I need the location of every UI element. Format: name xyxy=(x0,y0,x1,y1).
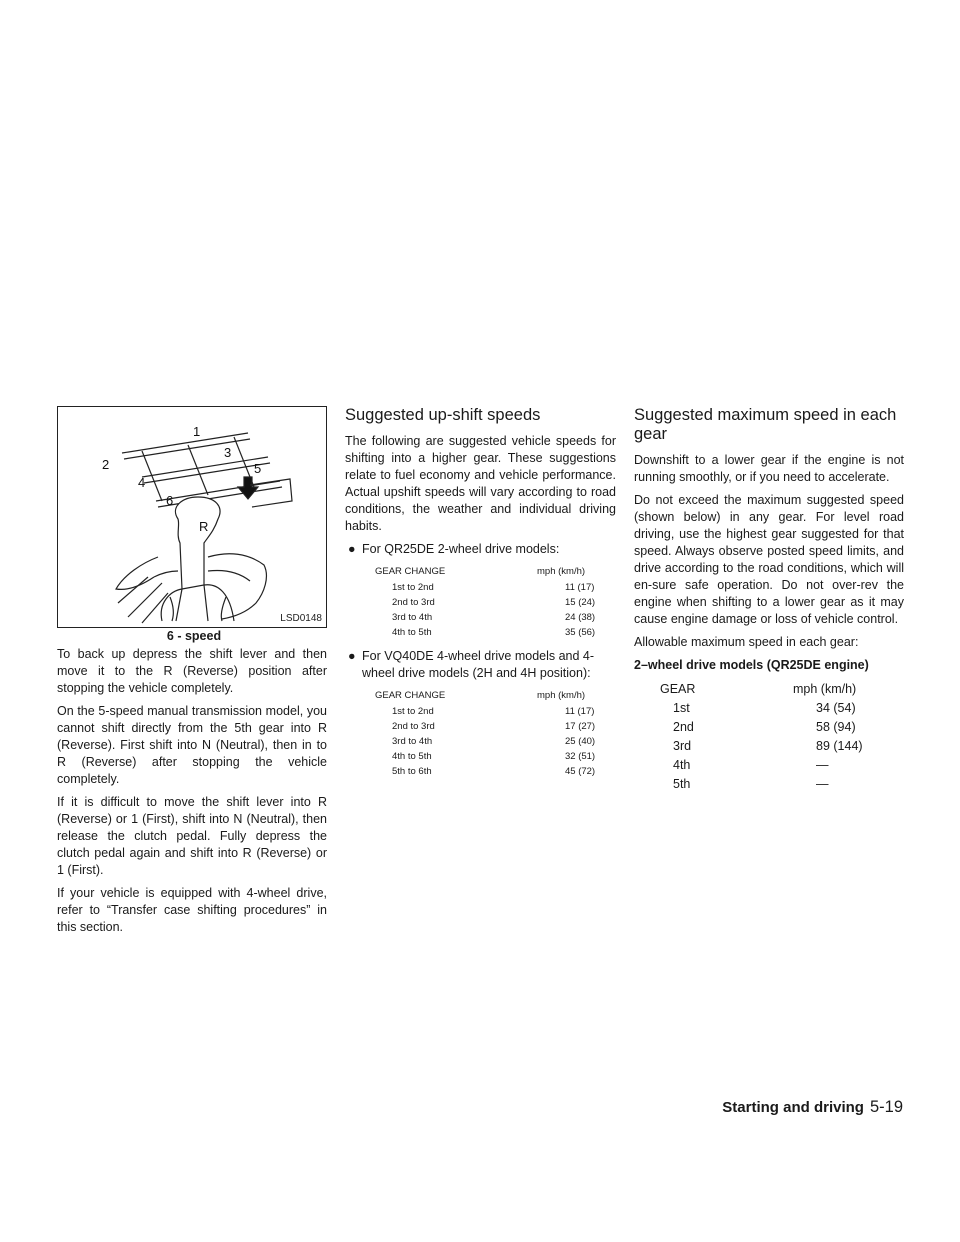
table-row xyxy=(375,610,595,625)
table-cell: — xyxy=(816,777,829,791)
table-row xyxy=(375,764,595,779)
table-cell: 4th to 5th xyxy=(392,751,432,762)
paragraph: On the 5-speed manual transmission model, you cannot shift directly from the 5th gear into R (Reverse). First shift into N (Neutral), then in to R (Reverse) after stopping the vehicle completely. xyxy=(57,704,327,786)
table-cell: 45 (72) xyxy=(565,766,596,777)
gear-label-1: 1 xyxy=(193,424,201,439)
hand-outline xyxy=(116,557,158,589)
table-cell: 89 (144) xyxy=(816,739,863,753)
table-row xyxy=(375,625,595,640)
figure-code: LSD0148 xyxy=(280,613,322,624)
maxspeed-heading: Suggested maximum speed in each gear xyxy=(634,406,897,443)
table-cell: 3rd to 4th xyxy=(392,736,433,747)
bullet-text: For VQ40DE 4-wheel drive models and 4-wheel drive models (2H and 4H position): xyxy=(362,649,595,680)
table-row xyxy=(660,756,863,775)
table-cell: 3rd to 4th xyxy=(392,612,433,623)
table-cell: 2nd to 3rd xyxy=(392,721,435,732)
maxspeed-table xyxy=(660,680,863,794)
table-row xyxy=(660,699,863,718)
table-cell: 11 (17) xyxy=(565,706,595,717)
gear-label-r: R xyxy=(199,519,209,534)
bullet-vq40de xyxy=(345,648,616,682)
table-row xyxy=(375,719,595,734)
table-row xyxy=(660,775,863,794)
table-header: GEAR xyxy=(660,682,696,696)
table-cell: 34 (54) xyxy=(816,701,856,715)
table-cell: 32 (51) xyxy=(565,751,596,762)
upshift-table-vq40de xyxy=(375,688,595,779)
table-cell: 1st xyxy=(673,701,690,715)
table-cell: 5th xyxy=(673,777,691,791)
table-row xyxy=(375,734,595,749)
table-cell: — xyxy=(816,758,829,772)
left-column xyxy=(57,406,327,942)
table-row xyxy=(375,595,595,610)
table-header-row xyxy=(660,680,863,699)
paragraph: If it is difficult to move the shift lever into R (Reverse) or 1 (First), shift into N (Neutral), then release the clutch pedal. Fully depress the clutch pedal again and shift into R (Reverse) or 1 (First). xyxy=(57,795,327,877)
gear-label-6: 6 xyxy=(166,493,174,508)
table-cell: 58 (94) xyxy=(816,720,856,734)
page-number: 5-19 xyxy=(869,1098,903,1116)
table-cell: 4th to 5th xyxy=(392,627,432,638)
table-header: GEAR CHANGE xyxy=(375,690,446,701)
arrow-down-icon xyxy=(238,477,258,499)
table-row xyxy=(375,749,595,764)
table-row xyxy=(375,704,595,719)
table-header-row xyxy=(375,688,595,704)
gear-label-3: 3 xyxy=(224,445,232,460)
table-cell: 5th to 6th xyxy=(392,766,432,777)
table-cell: 15 (24) xyxy=(565,597,596,608)
table-cell: 4th xyxy=(673,758,691,772)
right-column xyxy=(634,406,904,794)
paragraph: If your vehicle is equipped with 4-wheel drive, refer to “Transfer case shifting procedures” in this section. xyxy=(57,886,327,934)
table-header: mph (km/h) xyxy=(537,566,586,577)
table-row xyxy=(660,718,863,737)
table-row xyxy=(375,580,595,595)
table-header-row xyxy=(375,564,595,580)
table-header: mph (km/h) xyxy=(537,690,586,701)
middle-column xyxy=(345,406,616,787)
shift-pattern-illustration xyxy=(58,407,326,627)
table-cell: 17 (27) xyxy=(565,721,596,732)
table-cell: 1st to 2nd xyxy=(392,706,434,717)
shift-pattern-figure xyxy=(57,406,327,628)
paragraph: Downshift to a lower gear if the engine is not running smoothly, or if you need to accelerate. xyxy=(634,453,904,484)
paragraph: Allowable maximum speed in each gear: xyxy=(634,635,859,649)
bullet-text: For QR25DE 2-wheel drive models: xyxy=(362,542,560,556)
page-footer xyxy=(722,1098,903,1117)
table-cell: 2nd xyxy=(673,720,694,734)
upshift-heading: Suggested up-shift speeds xyxy=(345,406,541,424)
gear-label-5: 5 xyxy=(254,461,262,476)
table-cell: 3rd xyxy=(673,739,692,753)
bullet-icon: ● xyxy=(348,649,356,663)
gear-label-2: 2 xyxy=(102,457,110,472)
bullet-icon: ● xyxy=(348,542,356,556)
footer-section-title: Starting and driving xyxy=(722,1099,864,1116)
gear-label-4: 4 xyxy=(138,475,146,490)
upshift-table-qr25de xyxy=(375,564,595,640)
shift-knob xyxy=(175,497,220,589)
maxspeed-subheading: 2–wheel drive models (QR25DE engine) xyxy=(634,658,869,672)
paragraph: Do not exceed the maximum suggested speed (shown below) in any gear. For level road driving, use the highest gear suggested for that speed. Always observe posted speed limits, and drive according to the road conditions, which will en-sure safe operation. Do not over-rev the engine when shifting to a lower gear as it may cause engine damage or loss of vehicle control. xyxy=(634,493,904,626)
table-cell: 2nd to 3rd xyxy=(392,597,435,608)
table-cell: 24 (38) xyxy=(565,612,596,623)
table-cell: 11 (17) xyxy=(565,582,595,593)
table-cell: 35 (56) xyxy=(565,627,596,638)
table-cell: 25 (40) xyxy=(565,736,596,747)
bullet-qr25de xyxy=(345,541,616,558)
table-header: mph (km/h) xyxy=(793,682,857,696)
table-cell: 1st to 2nd xyxy=(392,582,434,593)
table-header: GEAR CHANGE xyxy=(375,566,446,577)
table-row xyxy=(660,737,863,756)
figure-caption: 6 - speed xyxy=(166,629,222,643)
paragraph: The following are suggested vehicle speeds for shifting into a higher gear. These suggestions relate to fuel economy and vehicle performance. Actual upshift speeds will vary according to road conditions, the weather and individual driving habits. xyxy=(345,434,616,533)
paragraph: To back up depress the shift lever and then move it to the R (Reverse) position after stopping the vehicle completely. xyxy=(57,647,327,695)
